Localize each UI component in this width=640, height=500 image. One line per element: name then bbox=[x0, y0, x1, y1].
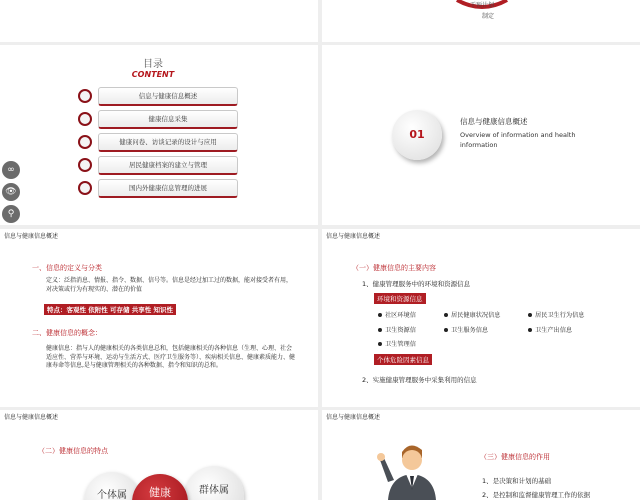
bullet-icon bbox=[378, 342, 382, 346]
slide-header: 信息与健康信息概述 bbox=[326, 233, 381, 240]
role-item-2: 2、是控制和监督健康管理工作的依据 bbox=[482, 491, 591, 499]
list-item: 居民健康状况信息 bbox=[444, 310, 501, 319]
toc-item-label: 居民健康档案的建立与管理 bbox=[98, 156, 238, 175]
bullet-icon bbox=[378, 328, 382, 332]
section-number: 01 bbox=[392, 110, 442, 160]
toc-item-label: 健康信息采集 bbox=[98, 110, 238, 129]
list-item: 卫生服务信息 bbox=[444, 325, 488, 334]
toc-bullet-circle bbox=[78, 135, 92, 149]
list-item: 社区环境信 bbox=[378, 310, 416, 319]
toc-bullet-circle bbox=[78, 112, 92, 126]
eye-icon[interactable]: 👁 bbox=[2, 183, 20, 201]
content-item-2: 2、实施健康管理服务中采集利用的信息 bbox=[362, 376, 477, 384]
list-item: 卫生管理信 bbox=[378, 339, 416, 348]
list-item: 卫生资源信 bbox=[378, 325, 416, 334]
heading-concept: 二、健康信息的概念： bbox=[32, 329, 102, 337]
definition-text: 定义：泛指消息、情报、指令、数据、信号等。信息是经过加工过的数据，能对接受者有用，对决策或行为有现实的、潜在的价值 bbox=[46, 277, 293, 293]
toc-item[interactable] bbox=[78, 87, 240, 106]
role-heading: （三）健康信息的作用 bbox=[480, 453, 550, 461]
heading-definition: 一、信息的定义与分类 bbox=[32, 264, 102, 272]
role-item-1: 1、是决策和计划的基础 bbox=[482, 477, 552, 485]
slide-header: 信息与健康信息概述 bbox=[4, 414, 59, 421]
toc-bullet-circle bbox=[78, 158, 92, 172]
slide-thumbnail-role[interactable] bbox=[322, 410, 640, 500]
features-tag: 特点：客观性 依附性 可存储 共享性 知识性 bbox=[44, 304, 176, 315]
slide-thumbnail-section[interactable] bbox=[322, 45, 640, 225]
list-item: 卫生产出信息 bbox=[528, 325, 572, 334]
slide-header: 信息与健康信息概述 bbox=[4, 233, 59, 240]
list-item: 居民卫生行为信息 bbox=[528, 310, 585, 319]
toc-title: 目录 bbox=[143, 59, 163, 70]
toc-item[interactable] bbox=[78, 110, 240, 129]
slide-thumbnail-prev-right[interactable] bbox=[322, 0, 640, 42]
slide-header: 信息与健康信息概述 bbox=[326, 414, 381, 421]
content-item-1: 1、健康管理服务中的环境和资源信息 bbox=[362, 280, 471, 288]
plan-label-1: 干预计划 bbox=[470, 2, 495, 9]
risk-factor-tag: 个体危险因素信息 bbox=[374, 354, 432, 365]
bullet-icon bbox=[528, 313, 532, 317]
businessman-illustration bbox=[374, 438, 446, 500]
toc-item-label: 国内外健康信息管理的进展 bbox=[98, 179, 238, 198]
toc-subtitle: CONTENT bbox=[131, 70, 175, 79]
toc-bullet-circle bbox=[78, 89, 92, 103]
group-circle: 群体属 bbox=[184, 466, 244, 500]
plan-label-2: 制定 bbox=[482, 13, 495, 20]
slide-thumbnail-toc[interactable] bbox=[0, 45, 318, 225]
slide-thumbnail-info[interactable] bbox=[0, 229, 318, 407]
slide-thumbnail-prev-left[interactable] bbox=[0, 0, 318, 42]
health-circle: 健康 bbox=[132, 474, 188, 500]
bullet-icon bbox=[444, 313, 448, 317]
link-icon[interactable]: ∞ bbox=[2, 161, 20, 179]
individual-circle: 个体属 bbox=[84, 472, 140, 500]
bullet-icon bbox=[378, 313, 382, 317]
section-title: 信息与健康信息概述 bbox=[460, 117, 528, 126]
pin-icon[interactable]: ⚲ bbox=[2, 205, 20, 223]
bullet-icon bbox=[444, 328, 448, 332]
toc-item-label: 健康问卷、访谈记录的设计与应用 bbox=[98, 133, 238, 152]
resource-tag: 环境和资源信息 bbox=[374, 293, 426, 304]
toc-item[interactable] bbox=[78, 156, 240, 175]
toc-item[interactable] bbox=[78, 133, 240, 152]
toc-item-label: 信息与健康信息概述 bbox=[98, 87, 238, 106]
content-heading: （一）健康信息的主要内容 bbox=[352, 264, 436, 272]
toc-item[interactable] bbox=[78, 179, 240, 198]
slide-thumbnail-features[interactable] bbox=[0, 410, 318, 500]
bullet-icon bbox=[528, 328, 532, 332]
features-heading: （二）健康信息的特点 bbox=[38, 447, 108, 455]
toc-bullet-circle bbox=[78, 181, 92, 195]
section-english-title: Overview of information and health information bbox=[460, 131, 576, 149]
slide-thumbnail-content[interactable] bbox=[322, 229, 640, 407]
concept-text: 健康信息：指与人的健康相关的各类信息总和，包括健康相关的各种信息（生理、心理、社会适应性、营养与环境、运动与生活方式、医疗卫生服务等）、疾病相关信息、健康素质能力、健康寿命等信息,是与健康管理相关的各种数据、指令和知识的总和。 bbox=[46, 345, 296, 369]
